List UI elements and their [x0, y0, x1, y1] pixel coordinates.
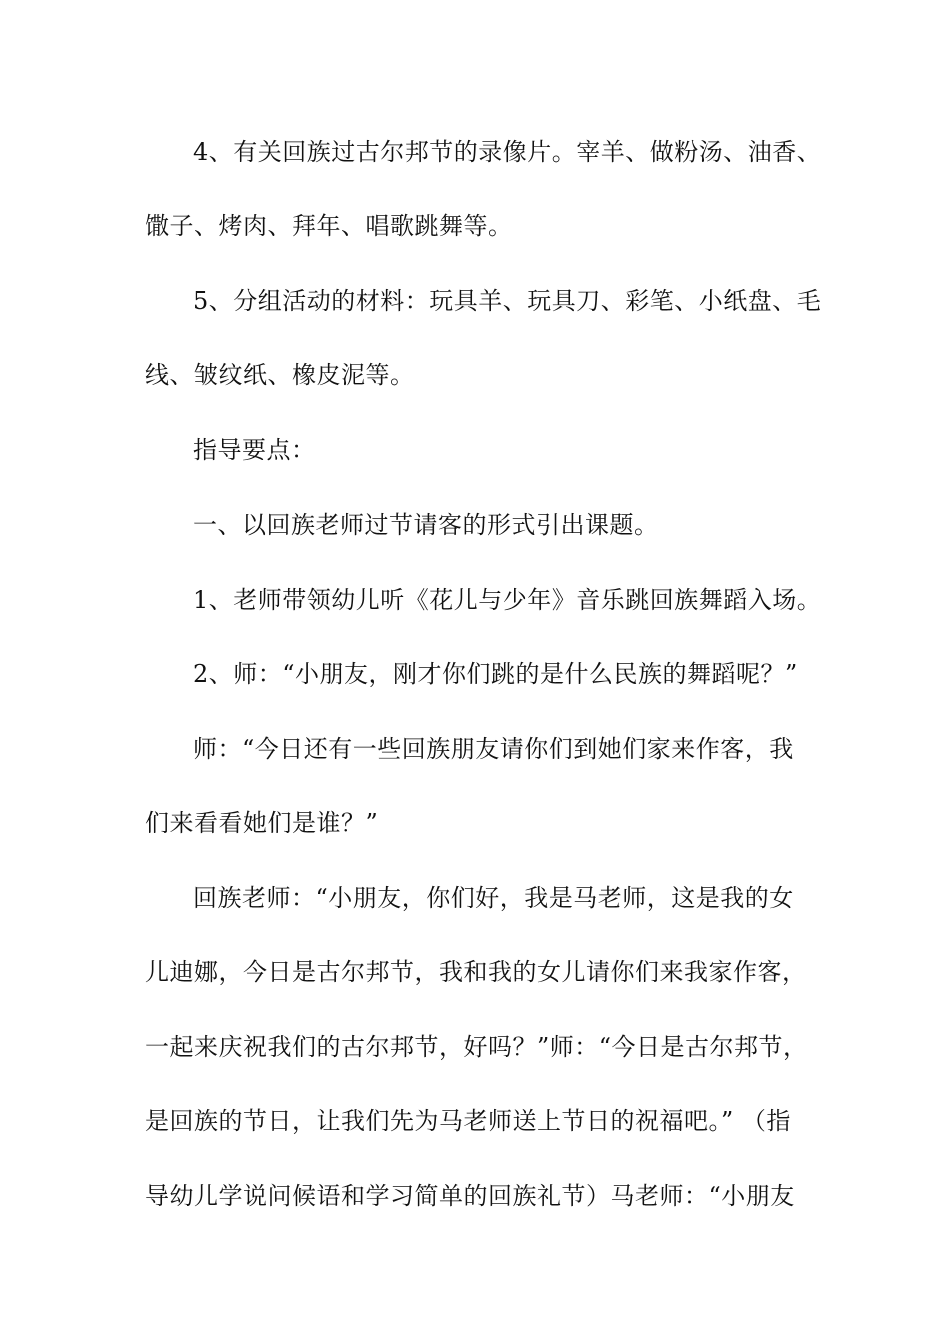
paragraph-line: 们来看看她们是谁？” [145, 809, 379, 837]
paragraph-line: 5、分组活动的材料：玩具羊、玩具刀、彩笔、小纸盘、毛 [193, 287, 822, 315]
paragraph-line: 线、皱纹纸、橡皮泥等。 [145, 361, 415, 389]
paragraph-line: 一起来庆祝我们的古尔邦节，好吗？”师：“今日是古尔邦节， [145, 1033, 808, 1061]
paragraph-line: 2、师：“小朋友，刚才你们跳的是什么民族的舞蹈呢？” [193, 660, 798, 688]
paragraph-line: 师：“今日还有一些回族朋友请你们到她们家来作客，我 [193, 735, 794, 763]
paragraph-line: 4、有关回族过古尔邦节的录像片。宰羊、做粉汤、油香、 [193, 138, 822, 166]
paragraph-line: 1、老师带领幼儿听《花儿与少年》音乐跳回族舞蹈入场。 [193, 586, 822, 614]
paragraph-line: 儿迪娜，今日是古尔邦节，我和我的女儿请你们来我家作客， [145, 958, 807, 986]
paragraph-line: 导幼儿学说问候语和学习简单的回族礼节）马老师：“小朋友 [145, 1182, 795, 1210]
paragraph-line: 一、以回族老师过节请客的形式引出课题。 [193, 511, 659, 539]
paragraph-line: 是回族的节日，让我们先为马老师送上节日的祝福吧。” （指 [145, 1107, 791, 1135]
paragraph-line: 回族老师：“小朋友，你们好，我是马老师，这是我的女 [193, 884, 794, 912]
section-heading: 指导要点： [193, 436, 316, 464]
paragraph-line: 馓子、烤肉、拜年、唱歌跳舞等。 [145, 212, 513, 240]
